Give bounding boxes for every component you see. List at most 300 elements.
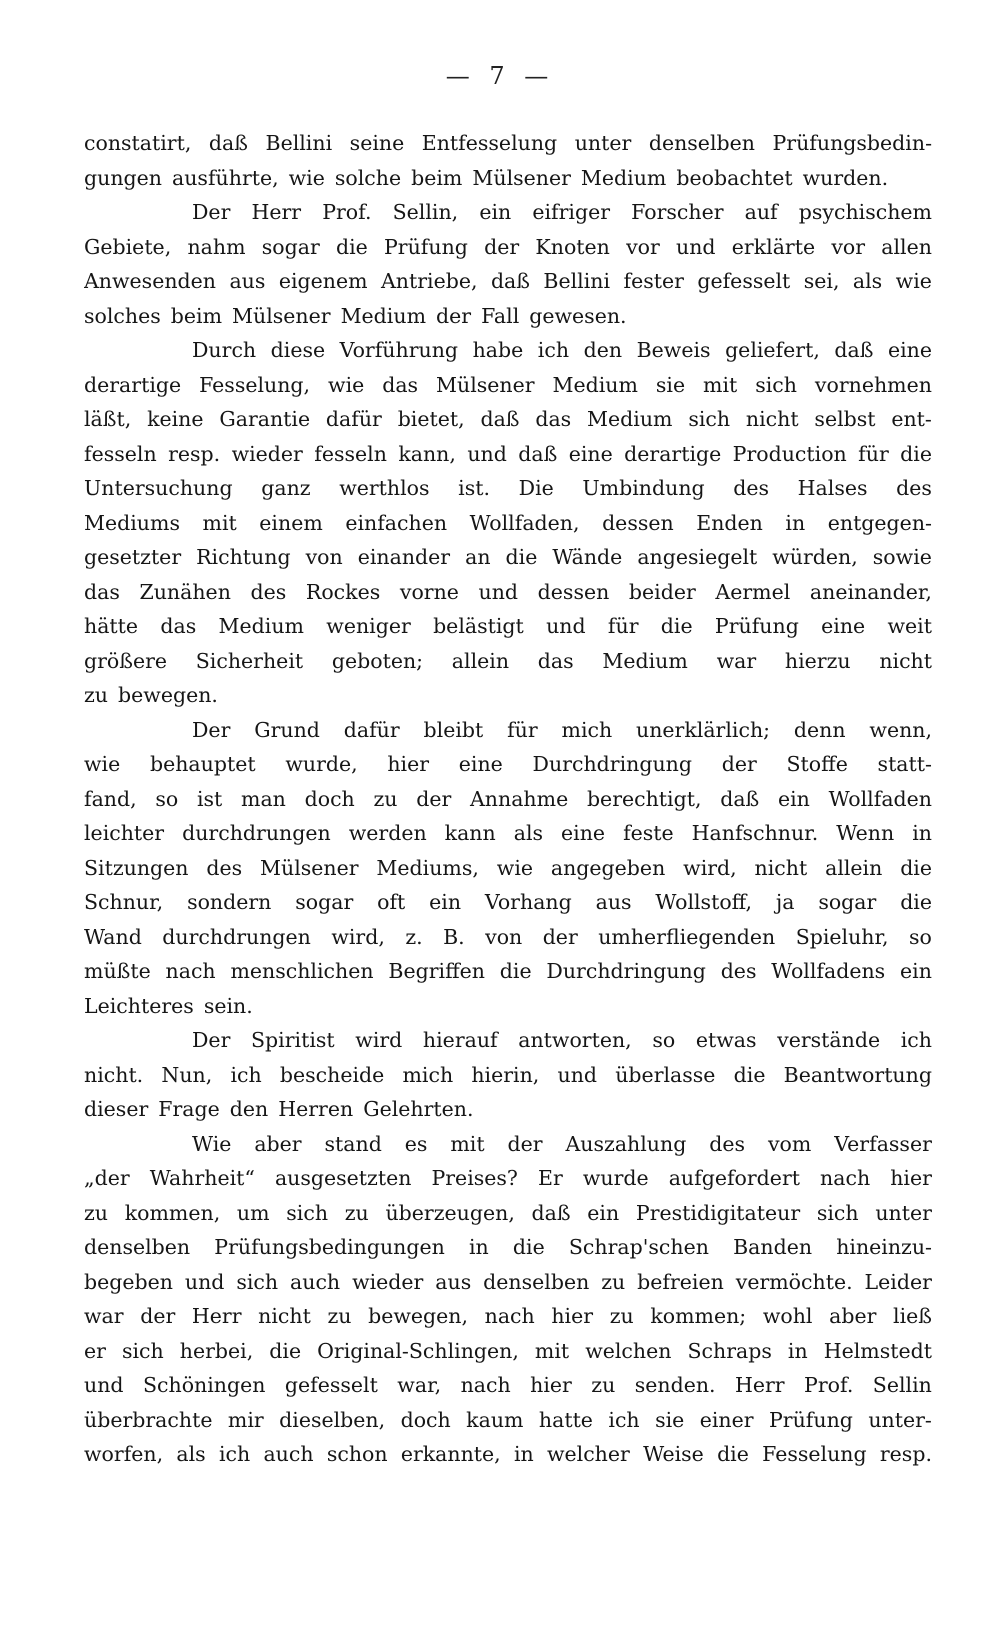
text-word: Schraps xyxy=(687,1338,772,1363)
text-word: feste xyxy=(623,821,674,845)
text-line xyxy=(84,920,932,955)
text-word: als xyxy=(176,1442,206,1466)
text-line xyxy=(84,1299,932,1334)
page-body-text xyxy=(84,126,932,1472)
text-word: dieser xyxy=(84,1097,149,1121)
text-word: kann xyxy=(444,821,496,845)
text-word: Leichteres xyxy=(84,993,194,1018)
text-word: solche xyxy=(334,165,402,190)
text-word: Wie xyxy=(192,1131,232,1156)
text-word: nicht. xyxy=(84,1062,144,1087)
text-line xyxy=(84,1023,932,1058)
text-word: beim xyxy=(411,165,463,190)
text-word: sich xyxy=(121,1338,164,1363)
text-word: läßt, xyxy=(84,407,132,431)
text-word: die xyxy=(900,855,932,880)
text-word: überzeugen, xyxy=(385,1200,515,1225)
text-word: Sellin, xyxy=(392,200,459,224)
text-word: Prüfung xyxy=(384,234,468,259)
text-word: Gelehrten. xyxy=(363,1097,474,1121)
text-line xyxy=(84,471,932,506)
text-word: Prof. xyxy=(322,200,372,224)
text-word: so xyxy=(652,1028,676,1052)
text-word: sich xyxy=(236,1269,279,1294)
text-word: sowie xyxy=(872,545,932,569)
text-word: Vorhang xyxy=(484,890,572,914)
text-word: ein xyxy=(777,786,810,811)
text-word: dafür xyxy=(325,407,382,431)
text-word: Wände xyxy=(552,545,623,569)
text-word: antworten, xyxy=(518,1028,632,1052)
text-word: wurde xyxy=(582,1166,649,1190)
text-word: Entfesselung xyxy=(421,131,558,155)
text-line xyxy=(84,1196,932,1231)
text-word: aneinander, xyxy=(809,579,932,604)
text-word: mich xyxy=(561,717,613,742)
text-word: mit xyxy=(202,510,237,535)
text-word: resp. xyxy=(879,1442,932,1466)
text-word: einfachen xyxy=(345,510,448,535)
text-word: Mediums, xyxy=(376,855,479,880)
text-word: Knoten xyxy=(535,234,610,259)
text-word: sie xyxy=(655,1407,685,1432)
text-word: Production xyxy=(732,441,847,466)
text-word: der xyxy=(484,234,520,259)
text-word: für xyxy=(607,614,639,638)
text-word: eine xyxy=(821,614,866,638)
text-line xyxy=(84,299,932,334)
text-word: Zunähen xyxy=(139,579,231,604)
text-word: Der xyxy=(192,717,231,742)
text-word: mir xyxy=(227,1407,264,1432)
text-line xyxy=(84,161,932,196)
text-word: Nun, xyxy=(161,1062,213,1087)
text-word: Mülsener xyxy=(232,303,331,328)
text-word: das xyxy=(382,372,419,397)
text-word: die xyxy=(900,441,932,466)
text-word: werthlos xyxy=(339,476,430,500)
text-word: hier xyxy=(387,752,430,776)
text-word: Sitzungen xyxy=(84,855,189,880)
text-word: weit xyxy=(887,614,932,638)
text-word: und xyxy=(546,614,586,638)
text-word: die xyxy=(717,1442,749,1466)
text-word: größere xyxy=(84,648,168,673)
text-word: wieder xyxy=(352,1269,424,1294)
text-word: Prüfung xyxy=(769,1407,853,1432)
text-line xyxy=(84,540,932,575)
text-word: gungen xyxy=(84,165,162,190)
text-word: Mülsener xyxy=(472,165,571,190)
text-word: denselben xyxy=(483,1269,590,1294)
text-word: habe xyxy=(472,338,524,362)
text-word: zu xyxy=(344,1200,369,1225)
text-word: statt- xyxy=(877,752,932,776)
text-word: daß xyxy=(518,441,558,466)
text-line xyxy=(84,195,932,230)
text-word: für xyxy=(858,441,889,466)
text-word: ein xyxy=(429,890,462,914)
text-word: Medium xyxy=(340,303,427,328)
text-word: Schrap'schen xyxy=(568,1235,709,1259)
text-word: Fesselung xyxy=(762,1442,867,1466)
text-word: ja xyxy=(775,890,795,914)
text-word: fand, xyxy=(84,786,137,811)
text-word: zu xyxy=(591,1373,616,1397)
text-word: kaum xyxy=(466,1407,524,1432)
text-word: Spiritist xyxy=(251,1028,335,1052)
text-word: dieselben, xyxy=(279,1407,386,1432)
text-word: Prestidigitateur xyxy=(635,1200,801,1225)
text-word: die xyxy=(335,234,368,259)
text-word: diese xyxy=(270,338,326,362)
text-word: das xyxy=(535,407,572,431)
text-word: Auszahlung xyxy=(565,1131,687,1156)
text-word: Antriebe, xyxy=(380,269,478,293)
text-word: Die xyxy=(518,476,554,500)
text-word: Mediums xyxy=(84,510,180,535)
text-line xyxy=(84,506,932,541)
text-line xyxy=(84,1092,932,1127)
text-word: hierauf xyxy=(422,1028,498,1052)
text-word: wie xyxy=(328,372,365,397)
text-word: Herren xyxy=(278,1097,354,1121)
text-line xyxy=(84,437,932,472)
text-word: in xyxy=(912,821,932,845)
text-word: und xyxy=(676,234,716,259)
text-word: und xyxy=(557,1062,598,1087)
text-line xyxy=(84,230,932,265)
text-word: Bellini xyxy=(543,269,611,293)
text-word: vom xyxy=(767,1131,812,1156)
text-word: erklärte xyxy=(731,234,816,259)
text-word: Umbindung xyxy=(582,476,705,500)
text-word: als xyxy=(852,269,883,293)
text-word: die xyxy=(900,890,932,914)
text-word: unter xyxy=(574,131,632,155)
text-word: allen xyxy=(881,234,932,259)
text-word: auch xyxy=(290,1269,341,1294)
text-word: unter xyxy=(875,1200,932,1225)
text-word: eine xyxy=(458,752,503,776)
text-word: Forscher xyxy=(631,200,724,224)
text-word: Gebiete, xyxy=(84,234,172,259)
text-line xyxy=(84,678,932,713)
text-word: umherfliegenden xyxy=(598,924,776,949)
text-word: selbst xyxy=(814,407,876,431)
text-word: wurden. xyxy=(802,165,889,190)
text-word: überbrachte xyxy=(84,1407,213,1432)
text-word: unerklärlich; xyxy=(636,717,771,742)
text-word: Medium xyxy=(580,165,667,190)
text-word: oft xyxy=(377,890,406,914)
text-word: auf xyxy=(744,200,778,224)
text-word: des xyxy=(206,855,243,880)
text-word: daß xyxy=(208,131,248,155)
text-word: ich xyxy=(230,1062,262,1087)
text-line xyxy=(84,816,932,851)
text-line xyxy=(84,851,932,886)
text-word: Medium xyxy=(552,372,638,397)
text-word: denn xyxy=(793,717,846,742)
text-word: Leider xyxy=(864,1269,932,1294)
text-word: hierin, xyxy=(471,1062,540,1087)
text-word: wie xyxy=(496,855,534,880)
text-word: auch xyxy=(263,1442,314,1466)
text-word: von xyxy=(305,545,343,569)
text-word: entgegen- xyxy=(827,510,932,535)
text-word: gewesen. xyxy=(529,303,627,328)
text-word: nach xyxy=(484,1304,535,1328)
text-word: von xyxy=(485,924,523,949)
text-word: wird, xyxy=(331,924,385,949)
text-word: müßte xyxy=(84,959,151,983)
text-word: Herr xyxy=(251,200,302,224)
text-word: stand xyxy=(324,1131,382,1156)
text-word: Richtung xyxy=(196,545,291,569)
text-word: ich xyxy=(608,1407,640,1432)
text-word: zu xyxy=(601,1269,626,1294)
text-line xyxy=(84,644,932,679)
text-word: Helmstedt xyxy=(823,1338,932,1363)
text-word: denselben xyxy=(84,1235,191,1259)
text-word: einem xyxy=(259,510,323,535)
text-word: angesiegelt xyxy=(637,545,758,569)
text-word: des xyxy=(709,1131,746,1156)
text-word: daß xyxy=(490,269,530,293)
text-word: geliefert, xyxy=(725,338,820,362)
text-word: eine xyxy=(561,821,606,845)
text-word: Prüfung xyxy=(714,614,799,638)
text-word: Hanfschnur. xyxy=(691,821,819,845)
text-word: sogar xyxy=(295,890,354,914)
text-word: Grund xyxy=(254,717,320,742)
text-word: z. xyxy=(405,924,423,949)
text-line xyxy=(84,1368,932,1403)
text-word: psychischem xyxy=(798,200,932,224)
text-word: das xyxy=(537,648,574,673)
text-word: Spieluhr, xyxy=(795,924,889,949)
text-word: Schnur, xyxy=(84,890,164,914)
text-word: wie xyxy=(288,165,325,190)
text-word: er xyxy=(84,1338,106,1363)
text-word: kommen; xyxy=(650,1304,747,1328)
text-word: herbei, xyxy=(179,1338,254,1363)
text-word: befreien xyxy=(637,1269,724,1294)
text-word: die xyxy=(499,959,532,983)
text-word: dessen xyxy=(537,579,610,604)
text-word: werden xyxy=(348,821,427,845)
text-word: daß xyxy=(480,407,520,431)
text-word: nicht xyxy=(879,648,932,673)
text-word: doch xyxy=(400,1407,451,1432)
text-word: Fesselung, xyxy=(199,372,311,397)
text-word: man xyxy=(241,786,286,811)
page-number: — 7 — xyxy=(445,62,555,90)
text-word: nicht xyxy=(258,1304,311,1328)
text-word: wie xyxy=(84,752,121,776)
text-word: hier xyxy=(551,1304,594,1328)
text-word: hier xyxy=(890,1166,932,1190)
text-word: wird xyxy=(355,1028,403,1052)
text-word: Herr xyxy=(191,1304,242,1328)
text-word: ich xyxy=(900,1028,932,1052)
text-word: und xyxy=(478,579,519,604)
text-word: durchdrungen xyxy=(182,821,331,845)
text-word: Banden xyxy=(733,1235,813,1259)
text-word: Enden xyxy=(696,510,763,535)
text-word: weniger xyxy=(326,614,411,638)
text-word: sondern xyxy=(187,890,272,914)
text-word: der xyxy=(721,752,757,776)
text-word: so xyxy=(909,924,932,949)
text-word: Vorführung xyxy=(339,338,459,362)
text-word: hineinzu- xyxy=(836,1235,932,1259)
text-word: zu xyxy=(84,683,109,707)
text-word: war, xyxy=(397,1373,442,1397)
text-line xyxy=(84,368,932,403)
text-word: eine xyxy=(887,338,932,362)
text-word: dessen xyxy=(602,510,674,535)
text-word: dafür xyxy=(343,717,400,742)
text-word: ist xyxy=(196,786,223,811)
text-line xyxy=(84,713,932,748)
text-word: vornehmen xyxy=(814,372,932,397)
text-word: beobachtet xyxy=(676,165,793,190)
text-word: und xyxy=(184,1269,225,1294)
text-line xyxy=(84,1058,932,1093)
text-word: doch xyxy=(304,786,355,811)
text-word: ließ xyxy=(893,1304,932,1328)
text-word: angegeben xyxy=(550,855,666,880)
text-word: Medium xyxy=(218,614,304,638)
text-word: eine xyxy=(568,441,613,466)
text-word: fesseln xyxy=(84,441,157,466)
text-line xyxy=(84,609,932,644)
text-word: worfen, xyxy=(84,1442,164,1466)
text-word: des xyxy=(896,476,932,500)
text-word: B. xyxy=(443,924,465,949)
text-word: nahm xyxy=(187,234,246,259)
text-word: bietet, xyxy=(397,407,465,431)
text-word: Beantwortung xyxy=(783,1062,932,1087)
text-word: einander xyxy=(357,545,451,569)
text-word: ein xyxy=(587,1200,620,1225)
text-word: sich xyxy=(688,407,731,431)
text-word: Halses xyxy=(797,476,868,500)
text-line xyxy=(84,126,932,161)
text-word: Wollfaden, xyxy=(469,510,580,535)
text-word: Fall xyxy=(481,303,520,328)
text-word: zu xyxy=(609,1304,634,1328)
text-word: Untersuchung xyxy=(84,476,233,500)
text-word: berechtigt, xyxy=(586,786,702,811)
text-word: an xyxy=(465,545,491,569)
text-word: beim xyxy=(170,303,223,328)
text-word: allein xyxy=(825,855,883,880)
text-word: in xyxy=(513,1442,534,1466)
text-word: Stoffe xyxy=(786,752,848,776)
text-line xyxy=(84,989,932,1024)
text-word: in xyxy=(787,1338,808,1363)
text-word: unter- xyxy=(868,1407,932,1432)
text-word: Wenn xyxy=(836,821,895,845)
text-word: allein xyxy=(451,648,510,673)
text-word: hätte xyxy=(84,614,139,638)
text-word: des xyxy=(720,959,757,983)
text-word: Weise xyxy=(643,1442,704,1466)
text-word: des xyxy=(250,579,287,604)
text-word: Wahrheit“ xyxy=(149,1166,255,1190)
text-word: wurde, xyxy=(285,752,358,776)
text-word: zu xyxy=(327,1304,352,1328)
text-word: ganz xyxy=(261,476,311,500)
text-word: die xyxy=(733,1062,766,1087)
text-word: der xyxy=(140,1304,176,1328)
text-word: daß xyxy=(531,1200,571,1225)
text-word: constatirt, xyxy=(84,131,192,155)
text-word: Wollstoff, xyxy=(655,890,753,914)
text-word: sogar xyxy=(261,234,320,259)
text-word: geboten; xyxy=(331,648,424,673)
text-word: derartige xyxy=(84,372,182,397)
text-word: sie xyxy=(655,372,686,397)
text-word: bescheide xyxy=(279,1062,385,1087)
text-word: keine xyxy=(147,407,204,431)
text-word: gefesselt xyxy=(284,1373,378,1397)
text-word: nicht xyxy=(754,855,808,880)
text-word: wird, xyxy=(683,855,737,880)
text-word: Mülsener xyxy=(260,855,359,880)
text-line xyxy=(84,1127,932,1162)
text-word: Original-Schlingen, xyxy=(317,1338,519,1363)
text-word: wieder xyxy=(231,441,303,466)
text-word: Er xyxy=(537,1166,563,1190)
text-line xyxy=(84,264,932,299)
text-word: gefesselt xyxy=(697,269,791,293)
text-word: Schöningen xyxy=(142,1373,266,1397)
text-word: wohl xyxy=(762,1304,813,1328)
text-word: erkannte, xyxy=(400,1442,501,1466)
text-word: Durchdringung xyxy=(532,752,692,776)
text-word: durchdrungen xyxy=(162,924,311,949)
text-word: zu xyxy=(373,786,398,811)
text-word: Sellin xyxy=(872,1373,932,1397)
text-word: der xyxy=(542,924,578,949)
text-word: Prüfungsbedingungen xyxy=(214,1235,445,1259)
text-word: nach xyxy=(165,959,216,983)
text-word: gesetzter xyxy=(84,545,182,569)
text-word: begeben xyxy=(84,1269,173,1294)
text-word: ein xyxy=(479,200,512,224)
text-word: eigenem xyxy=(278,269,368,293)
text-line xyxy=(84,1334,932,1369)
text-word: aus xyxy=(595,890,632,914)
text-word: als xyxy=(513,821,544,845)
text-word: so xyxy=(155,786,179,811)
text-word: bleibt xyxy=(423,717,484,742)
text-word: sich xyxy=(816,1200,859,1225)
text-word: ist. xyxy=(458,476,491,500)
text-word: es xyxy=(404,1131,428,1156)
text-word: Durch xyxy=(192,338,257,362)
text-word: Beweis xyxy=(636,338,711,362)
text-word: sich xyxy=(755,372,797,397)
text-word: aber xyxy=(254,1131,302,1156)
text-word: um xyxy=(236,1200,270,1225)
text-word: ent- xyxy=(891,407,932,431)
text-word: ein xyxy=(900,959,932,983)
